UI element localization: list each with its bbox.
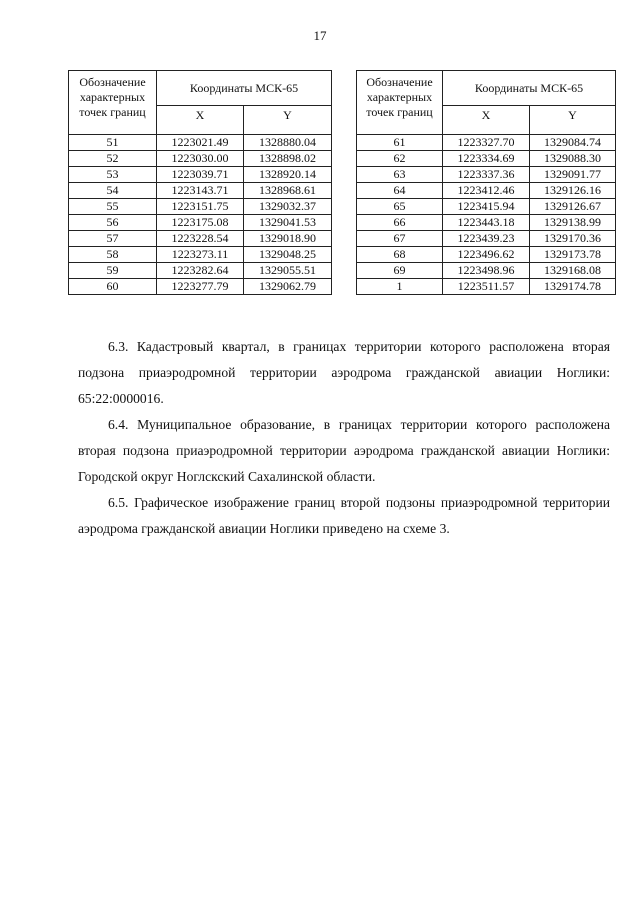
table-row [357,199,616,215]
x-coordinate-cell: 1223282.64 [157,263,244,279]
y-coordinate-cell: 1329126.67 [530,199,616,215]
paragraph-6-5 [78,490,610,542]
point-number-cell: 65 [357,199,443,215]
table-row [69,279,332,295]
table-row [69,135,332,151]
header-designation: Обозначение характерных точек границ [69,71,157,135]
header-y: Y [530,106,616,135]
y-coordinate-cell: 1329138.99 [530,215,616,231]
paragraph-6-3 [78,334,610,412]
y-coordinate-cell: 1329170.36 [530,231,616,247]
point-number-cell: 64 [357,183,443,199]
point-number-cell: 68 [357,247,443,263]
x-coordinate-cell: 1223327.70 [443,135,530,151]
x-coordinate-cell: 1223337.36 [443,167,530,183]
x-coordinate-cell: 1223412.46 [443,183,530,199]
x-coordinate-cell: 1223273.11 [157,247,244,263]
x-coordinate-cell: 1223498.96 [443,263,530,279]
point-number-cell: 66 [357,215,443,231]
y-coordinate-cell: 1329174.78 [530,279,616,295]
point-number-cell: 69 [357,263,443,279]
y-coordinate-cell: 1328898.02 [244,151,332,167]
y-coordinate-cell: 1329041.53 [244,215,332,231]
x-coordinate-cell: 1223443.18 [443,215,530,231]
y-coordinate-cell: 1329018.90 [244,231,332,247]
y-coordinate-cell: 1329032.37 [244,199,332,215]
paragraph-text: 6.4. Муниципальное образование, в границах территории которого расположена вторая подзона приаэродромной территории аэродрома гражданской авиации Ноглики: Городской округ Ноглскский Сахалинской области. [78,417,610,484]
header-coordinates: Координаты МСК-65 [443,71,616,106]
point-number-cell: 53 [69,167,157,183]
point-number-cell: 63 [357,167,443,183]
page-number: 17 [313,28,327,43]
point-number-cell: 67 [357,231,443,247]
x-coordinate-cell: 1223415.94 [443,199,530,215]
point-number-cell: 58 [69,247,157,263]
x-coordinate-cell: 1223175.08 [157,215,244,231]
header-x: X [157,106,244,135]
point-number-cell: 51 [69,135,157,151]
point-number-cell: 60 [69,279,157,295]
table-row [69,247,332,263]
table-row [69,183,332,199]
point-number-cell: 52 [69,151,157,167]
point-number-cell: 57 [69,231,157,247]
y-coordinate-cell: 1329088.30 [530,151,616,167]
x-coordinate-cell: 1223334.69 [443,151,530,167]
table-row [69,231,332,247]
y-coordinate-cell: 1328880.04 [244,135,332,151]
y-coordinate-cell: 1329084.74 [530,135,616,151]
x-coordinate-cell: 1223511.57 [443,279,530,295]
y-coordinate-cell: 1328920.14 [244,167,332,183]
point-number-cell: 1 [357,279,443,295]
table-row [69,151,332,167]
header-designation: Обозначение характерных точек границ [357,71,443,135]
point-number-cell: 62 [357,151,443,167]
point-number-cell: 54 [69,183,157,199]
x-coordinate-cell: 1223151.75 [157,199,244,215]
x-coordinate-cell: 1223496.62 [443,247,530,263]
table-body [357,135,616,295]
table-row [357,279,616,295]
header-coordinates: Координаты МСК-65 [157,71,332,106]
point-number-cell: 61 [357,135,443,151]
table-row [357,167,616,183]
header-x: X [443,106,530,135]
table-row [357,231,616,247]
point-number-cell: 55 [69,199,157,215]
table-row [357,215,616,231]
y-coordinate-cell: 1329091.77 [530,167,616,183]
x-coordinate-cell: 1223143.71 [157,183,244,199]
paragraph-6-4 [78,412,610,490]
y-coordinate-cell: 1329048.25 [244,247,332,263]
paragraph-text: 6.3. Кадастровый квартал, в границах территории которого расположена вторая подзона приаэродромной территории аэродрома гражданской авиации Ноглики: 65:22:0000016. [78,339,610,406]
table-row [357,263,616,279]
x-coordinate-cell: 1223039.71 [157,167,244,183]
y-coordinate-cell: 1329062.79 [244,279,332,295]
point-number-cell: 59 [69,263,157,279]
x-coordinate-cell: 1223439.23 [443,231,530,247]
table-row [69,199,332,215]
coordinates-table-right [356,70,616,295]
x-coordinate-cell: 1223021.49 [157,135,244,151]
table-row [69,263,332,279]
table-row [357,151,616,167]
y-coordinate-cell: 1329126.16 [530,183,616,199]
table-row [69,167,332,183]
table-row [357,135,616,151]
table-row [357,247,616,263]
y-coordinate-cell: 1329168.08 [530,263,616,279]
y-coordinate-cell: 1329173.78 [530,247,616,263]
x-coordinate-cell: 1223030.00 [157,151,244,167]
x-coordinate-cell: 1223228.54 [157,231,244,247]
table-body [69,135,332,295]
coordinates-table-left [68,70,332,295]
table-row [69,215,332,231]
table-row [357,183,616,199]
header-y: Y [244,106,332,135]
y-coordinate-cell: 1329055.51 [244,263,332,279]
x-coordinate-cell: 1223277.79 [157,279,244,295]
paragraph-text: 6.5. Графическое изображение границ второй подзоны приаэродромной территории аэродрома гражданской авиации Ноглики приведено на схеме 3. [78,495,610,536]
point-number-cell: 56 [69,215,157,231]
y-coordinate-cell: 1328968.61 [244,183,332,199]
